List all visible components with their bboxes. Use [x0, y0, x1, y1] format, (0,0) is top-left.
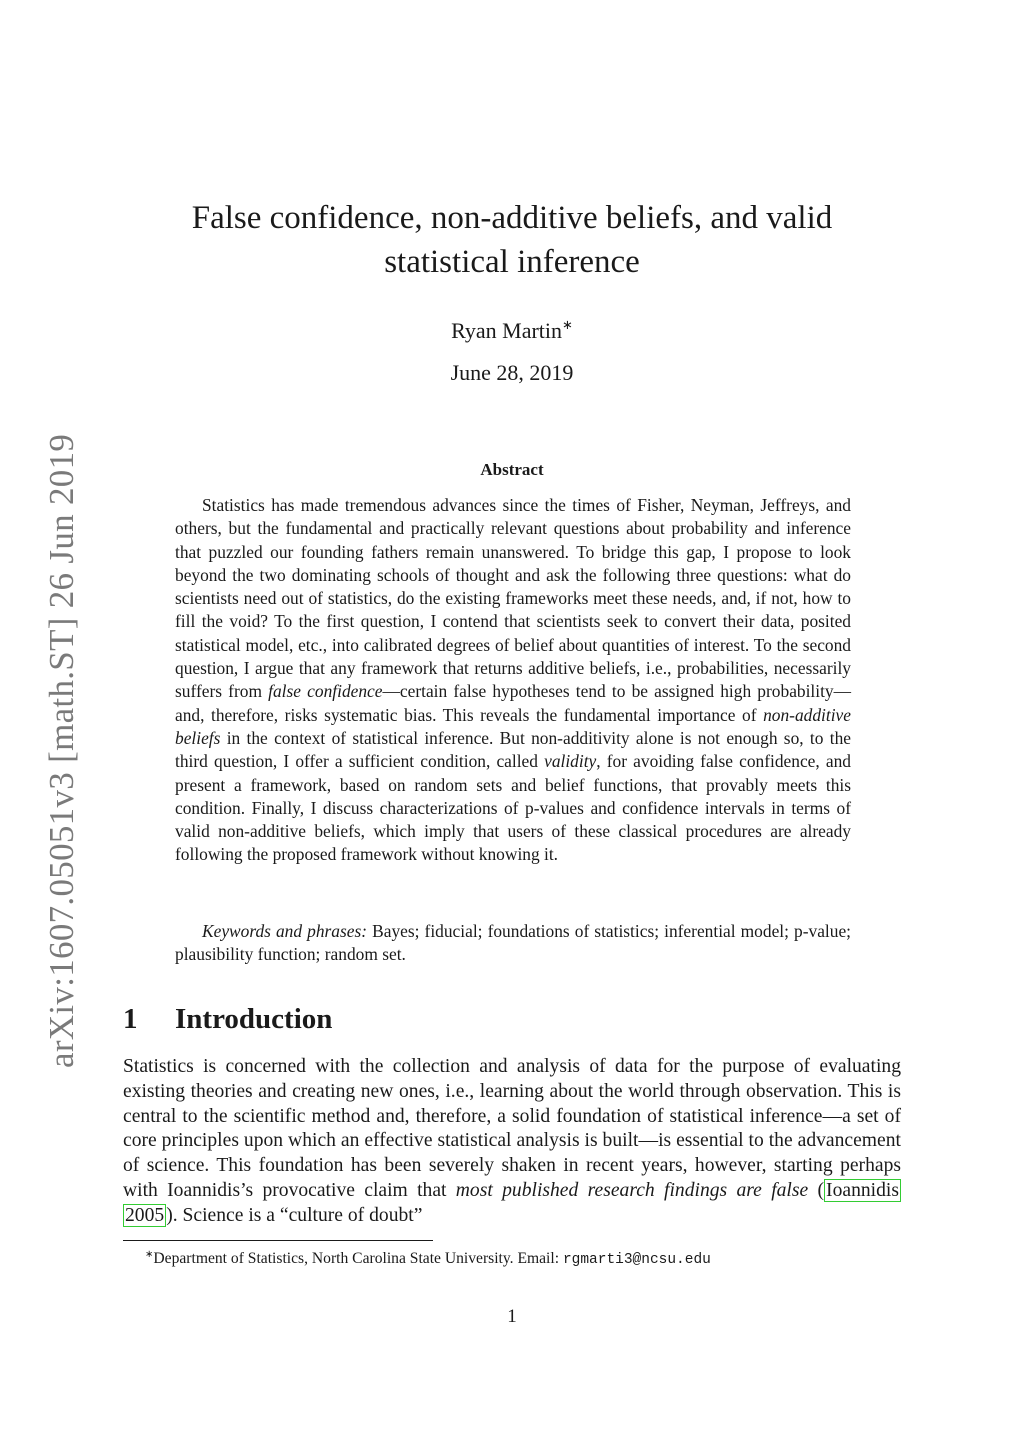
title-line-2: statistical inference [384, 244, 640, 280]
footnote-divider [123, 1240, 433, 1241]
author [150, 311, 874, 345]
introduction-text [123, 1055, 901, 1229]
arxiv-stamp: arXiv:1607.05051v3 [math.ST] 26 Jun 2019 [42, 433, 81, 1068]
intro-part-1: Statistics is concerned with the collection and analysis of data for the purpose of evaluating existing theories and creating new ones, i.e., learning about the world through observation. This is central to the scientific method and, therefore, a solid foundation of statistical inference—a set of core principles upon which an effective statistical analysis is built—is essential to the advancement of science. This foundation has been severely shaken in recent years, however, starting perhaps with Ioannidis’s provocative claim that [123, 1056, 901, 1201]
abstract-part-4: , for avoiding false confidence, and present a framework, based on random sets and belief functions, that provably meets this condition. Finally, I discuss characterizations of p-values and confidence intervals in terms of valid non-additive beliefs, which imply that users of these classical procedures are already following the proposed framework without knowing it. [175, 751, 851, 865]
author-footnote-mark[interactable]: ∗ [562, 317, 573, 332]
footnote [145, 1244, 711, 1271]
intro-open-paren: ( [808, 1179, 825, 1201]
abstract-part-3: in the context of statistical inference. But non-additivity alone is not enough so, to the third question, I offer a sufficient condition, called [175, 727, 851, 772]
abstract-part-1: Statistics has made tremendous advances since the times of Fisher, Neyman, Jeffreys, and others, but the fundamental and practically relevant questions about probability and inference that puzzled our founding fathers remain unanswered. To bridge this gap, I propose to look beyond the two dominating schools of thought and ask the following three questions: what do scientists need out of statistics, do the existing frameworks meet these needs, and, if not, how to fill the void? To the first question, I contend that scientists seek to convert their data, posited statistical model, etc., into calibrated degrees of belief about quantities of interest. To the second question, I argue that any framework that returns additive beliefs, i.e., probabilities, necessarily suffers from [175, 495, 851, 702]
citation-link-author[interactable]: Ioannidis [826, 1179, 899, 1201]
footnote-text: Department of Statistics, North Carolina State University. Email: [153, 1250, 563, 1267]
abstract-part-2: —certain false hypotheses tend to be assigned high probability—and, therefore, risks systematic bias. This reveals the fundamental importance of [175, 681, 852, 725]
intro-part-2: ). Science is a “culture of doubt” [166, 1204, 423, 1226]
abstract-emphasis-validity: validity [544, 751, 597, 772]
section-number: 1 [123, 1003, 138, 1035]
title-line-1: False confidence, non-additive beliefs, and valid [191, 200, 833, 236]
paper-title [150, 196, 874, 284]
abstract-heading: Abstract [480, 460, 544, 479]
keywords-text: Bayes; fiducial; foundations of statistics; inferential model; p-value; plausibility function; random set. [175, 921, 851, 965]
date: June 28, 2019 [450, 360, 574, 385]
abstract-emphasis-false-confidence: false confidence [268, 681, 383, 702]
footnote-email[interactable]: rgmarti3@ncsu.edu [562, 1252, 711, 1268]
abstract-emphasis-non-additive: non-additive beliefs [175, 704, 851, 748]
section-title: Introduction [175, 1003, 333, 1035]
footnote-mark: ∗ [145, 1249, 154, 1260]
keywords-label: Keywords and phrases: [202, 921, 368, 941]
intro-emphasis: most published research findings are false [455, 1179, 809, 1201]
section-heading [123, 1000, 332, 1038]
citation-link-year[interactable]: 2005 [125, 1204, 165, 1226]
page-number: 1 [507, 1306, 517, 1327]
keywords [175, 920, 851, 967]
author-name: Ryan Martin [451, 318, 563, 343]
abstract-text [175, 494, 851, 867]
